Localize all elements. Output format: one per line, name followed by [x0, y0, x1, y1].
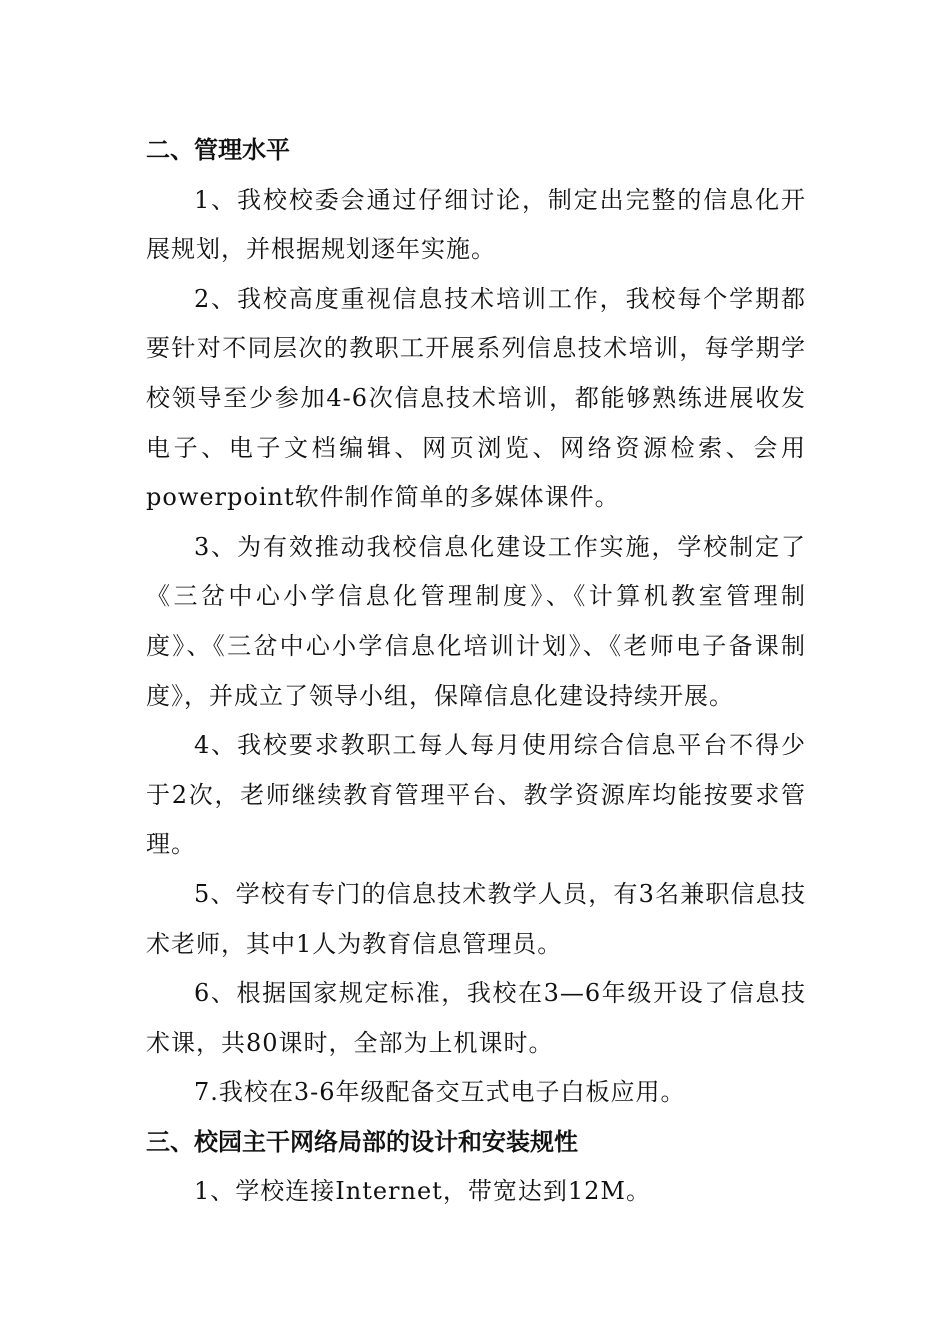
- paragraph-item-4: 4、我校要求教职工每人每月使用综合信息平台不得少于2次，老师继续教育管理平台、教学资源库均能按要求管理。: [146, 731, 806, 859]
- paragraph-item-7: 7.我校在3-6年级配备交互式电子白板应用。: [194, 1078, 686, 1107]
- paragraph-item-6: 6、根据国家规定标准，我校在3—6年级开设了信息技术课，共80课时，全部为上机课时。: [146, 979, 806, 1057]
- paragraph-item-5: 5、学校有专门的信息技术教学人员，有3名兼职信息技术老师，其中1人为教育信息管理员。: [146, 879, 806, 958]
- paragraph-item-2: 2、我校高度重视信息技术培训工作，我校每个学期都要针对不同层次的教职工开展系列信息技术培训，每学期学校领导至少参加4-6次信息技术培训，都能够熟练进展收发电子、电子文档编辑、网页浏览、网络资源检索、会用powerpoint软件制作简单的多媒体课件。: [146, 284, 806, 512]
- section-heading-network: 三、校园主干网络局部的设计和安装规性: [146, 1127, 578, 1156]
- paragraph-network-item-1: 1、学校连接Internet，带宽达到12M。: [194, 1177, 651, 1206]
- section-heading-management: 二、管理水平: [146, 136, 290, 164]
- paragraph-item-1: 1、我校校委会通过仔细讨论，制定出完整的信息化开展规划，并根据规划逐年实施。: [146, 185, 806, 264]
- paragraph-item-3: 3、为有效推动我校信息化建设工作实施，学校制定了《三岔中心小学信息化管理制度》、《计算机教室管理制度》、《三岔中心小学信息化培训计划》、《老师电子备课制度》，并成立了领导小组，保障信息化建设持续开展。: [146, 532, 806, 710]
- document-page: [146, 126, 806, 1217]
